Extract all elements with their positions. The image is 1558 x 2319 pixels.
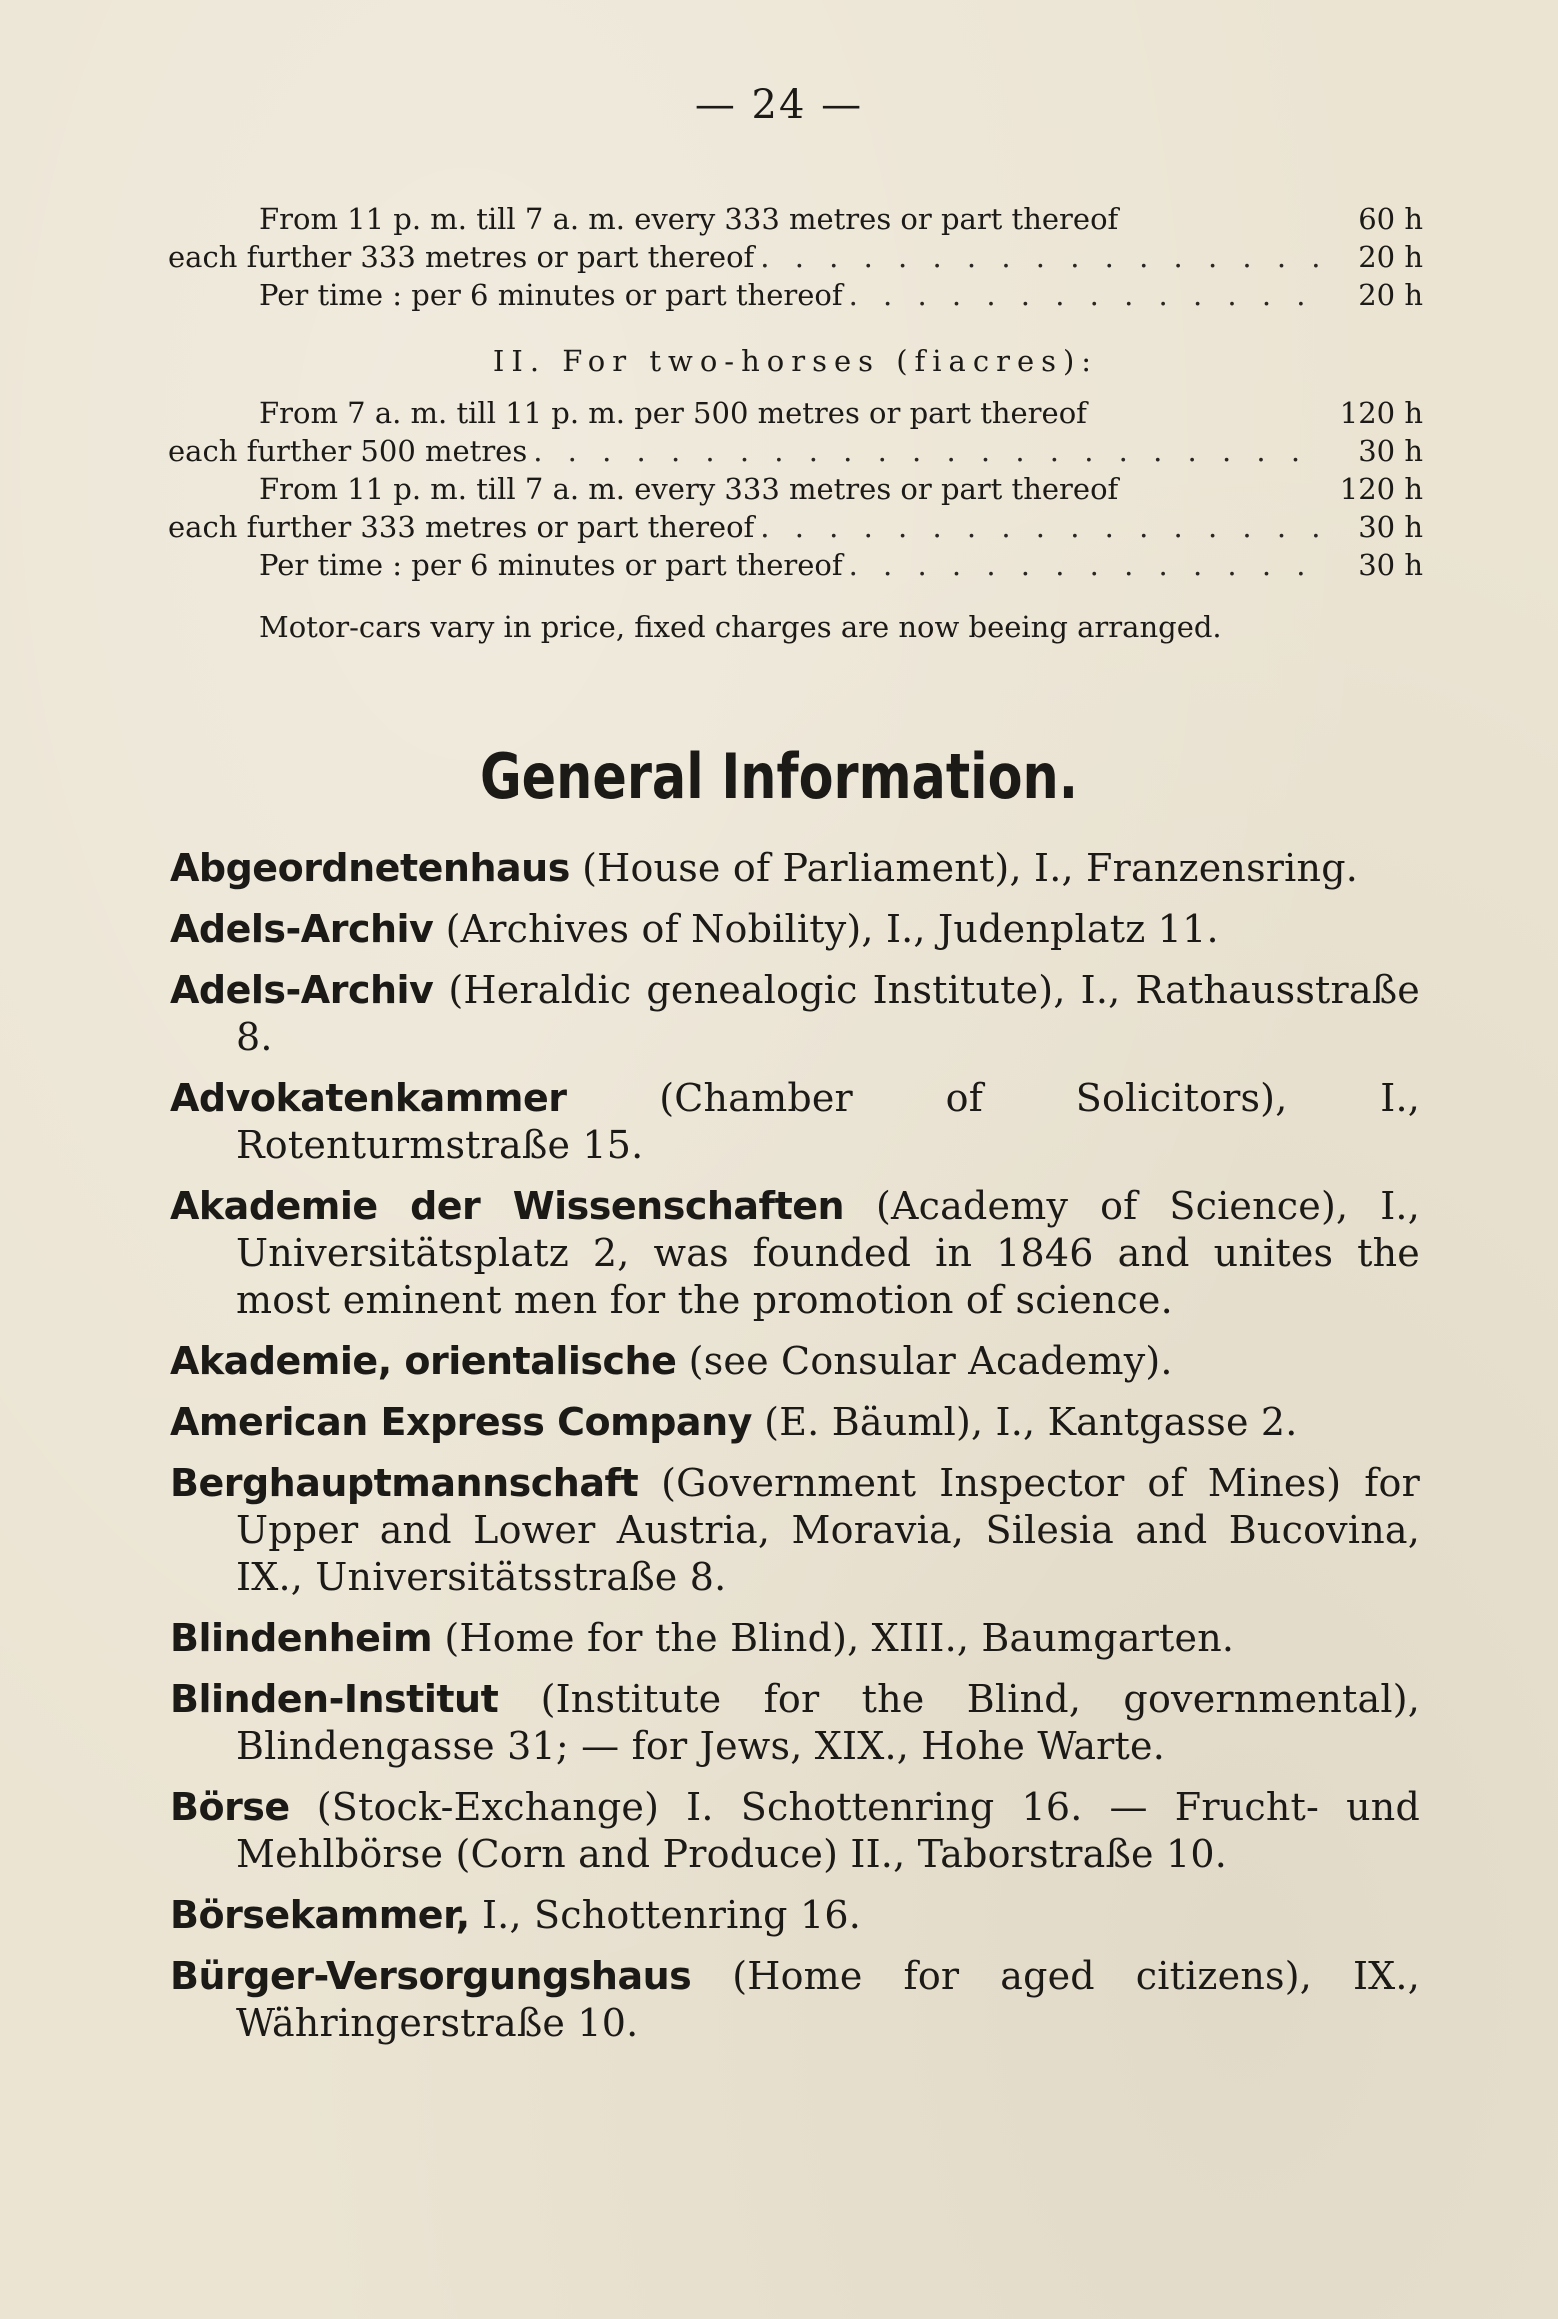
directory-entry — [170, 1338, 1420, 1385]
entry-description: (Academy of Science), I., Universitätsplatz 2, was founded in 1846 and unites the most eminent men for the promotion of science. — [236, 1184, 1420, 1322]
fare-price: 20 h — [1358, 240, 1423, 274]
fare-price: 30 h — [1358, 548, 1423, 582]
directory-entry — [170, 845, 1420, 892]
directory-entry — [170, 967, 1420, 1061]
fare-price: 120 h — [1339, 472, 1423, 506]
dot-leader — [849, 276, 1322, 314]
fare-price: 20 h — [1358, 278, 1423, 312]
entry-description: (Heraldic genealogic Institute), I., Rathausstraße 8. — [236, 968, 1420, 1059]
fare-row — [168, 200, 1423, 238]
entry-term: Adels-Archiv — [170, 968, 434, 1012]
cab-fares-section — [168, 200, 1423, 646]
fare-label: each further 333 metres or part thereof — [168, 510, 755, 544]
entry-description: (House of Parliament), I., Franzensring. — [569, 846, 1358, 890]
fare-row — [168, 432, 1423, 470]
entry-term: American Express Company — [170, 1400, 752, 1444]
fare-row — [168, 238, 1423, 276]
entry-term: Blindenheim — [170, 1616, 433, 1660]
directory-entry — [170, 1615, 1420, 1662]
entry-term: Akademie, orientalische — [170, 1339, 677, 1383]
general-information-heading: General Information. — [479, 740, 1079, 813]
fare-price: 30 h — [1358, 434, 1423, 468]
directory-entry — [170, 1399, 1420, 1446]
fare-label: each further 500 metres — [168, 434, 528, 468]
entry-term: Abgeordnetenhaus — [170, 846, 570, 890]
entry-term: Berghauptmannschaft — [170, 1461, 639, 1505]
entry-description-continued: (Corn and Produce) II., Taborstraße 10. — [443, 1832, 1228, 1876]
fare-label: Per time : per 6 minutes or part thereof — [259, 278, 843, 312]
dot-leader — [760, 238, 1322, 276]
entry-description: (Chamber of Solicitors), I., Rotenturmstraße 15. — [236, 1076, 1420, 1167]
fare-label: Per time : per 6 minutes or part thereof — [259, 548, 843, 582]
entry-description: (Institute for the Blind, governmental), Blindengasse 31; — for Jews, XIX., Hohe Warte. — [236, 1677, 1420, 1768]
directory-entry — [170, 1676, 1420, 1770]
page-number: — 24 — — [694, 82, 864, 128]
entry-description: (Stock-Exchange) I. Schottenring 16. — — [289, 1785, 1148, 1829]
entry-description: (Home for aged citizens), IX., Währingerstraße 10. — [236, 1954, 1420, 2045]
entry-description: (E. Bäuml), I., Kantgasse 2. — [751, 1400, 1298, 1444]
entry-term: Adels-Archiv — [170, 907, 434, 951]
directory-entry — [170, 1075, 1420, 1169]
one-horse-fare-list — [168, 200, 1423, 314]
entry-description: (Government Inspector of Mines) for Upper and Lower Austria, Moravia, Silesia and Bucovina, IX., Universitätsstraße 8. — [236, 1461, 1420, 1599]
fare-label: From 7 a. m. till 11 p. m. per 500 metres or part thereof — [259, 396, 1087, 430]
directory-entry — [170, 1460, 1420, 1601]
fare-price: 120 h — [1339, 396, 1423, 430]
directory-entry — [170, 1953, 1420, 2047]
fare-row — [168, 276, 1423, 314]
motor-car-note: Motor-cars vary in price, fixed charges are now beeing arranged. — [259, 610, 1222, 644]
entry-term: Börsekammer, — [170, 1893, 470, 1937]
entry-description: I., Schottenring 16. — [469, 1893, 861, 1937]
fare-price: 60 h — [1358, 202, 1423, 236]
directory-entries — [170, 845, 1420, 2061]
entry-spaced-text: Frucht- und Mehlbörse — [236, 1785, 1420, 1876]
entry-term: Akademie der Wissenschaften — [170, 1184, 845, 1228]
directory-entry — [170, 1183, 1420, 1324]
fare-label: each further 333 metres or part thereof — [168, 240, 755, 274]
fare-row — [168, 546, 1423, 584]
fare-label: From 11 p. m. till 7 a. m. every 333 metres or part thereof — [259, 202, 1119, 236]
two-horse-fare-list — [168, 394, 1423, 584]
entry-description: (Home for the Blind), XIII., Baumgarten. — [432, 1616, 1235, 1660]
fare-price: 30 h — [1358, 510, 1423, 544]
dot-leader — [849, 546, 1322, 584]
directory-entry — [170, 1892, 1420, 1939]
fare-row — [168, 508, 1423, 546]
fare-label: From 11 p. m. till 7 a. m. every 333 metres or part thereof — [259, 472, 1119, 506]
fare-row — [168, 394, 1423, 432]
directory-entry — [170, 1784, 1420, 1878]
two-horse-heading: II. For two-horses (fiacres): — [492, 344, 1099, 378]
entry-term: Blinden-Institut — [170, 1677, 499, 1721]
entry-term: Börse — [170, 1785, 290, 1829]
entry-term: Advokatenkammer — [170, 1076, 567, 1120]
directory-entry — [170, 906, 1420, 953]
entry-term: Bürger-Versorgungshaus — [170, 1954, 692, 1998]
dot-leader — [533, 432, 1322, 470]
entry-description: (see Consular Academy). — [676, 1339, 1173, 1383]
entry-description: (Archives of Nobility), I., Judenplatz 11. — [433, 907, 1219, 951]
dot-leader — [760, 508, 1322, 546]
fare-row — [168, 470, 1423, 508]
